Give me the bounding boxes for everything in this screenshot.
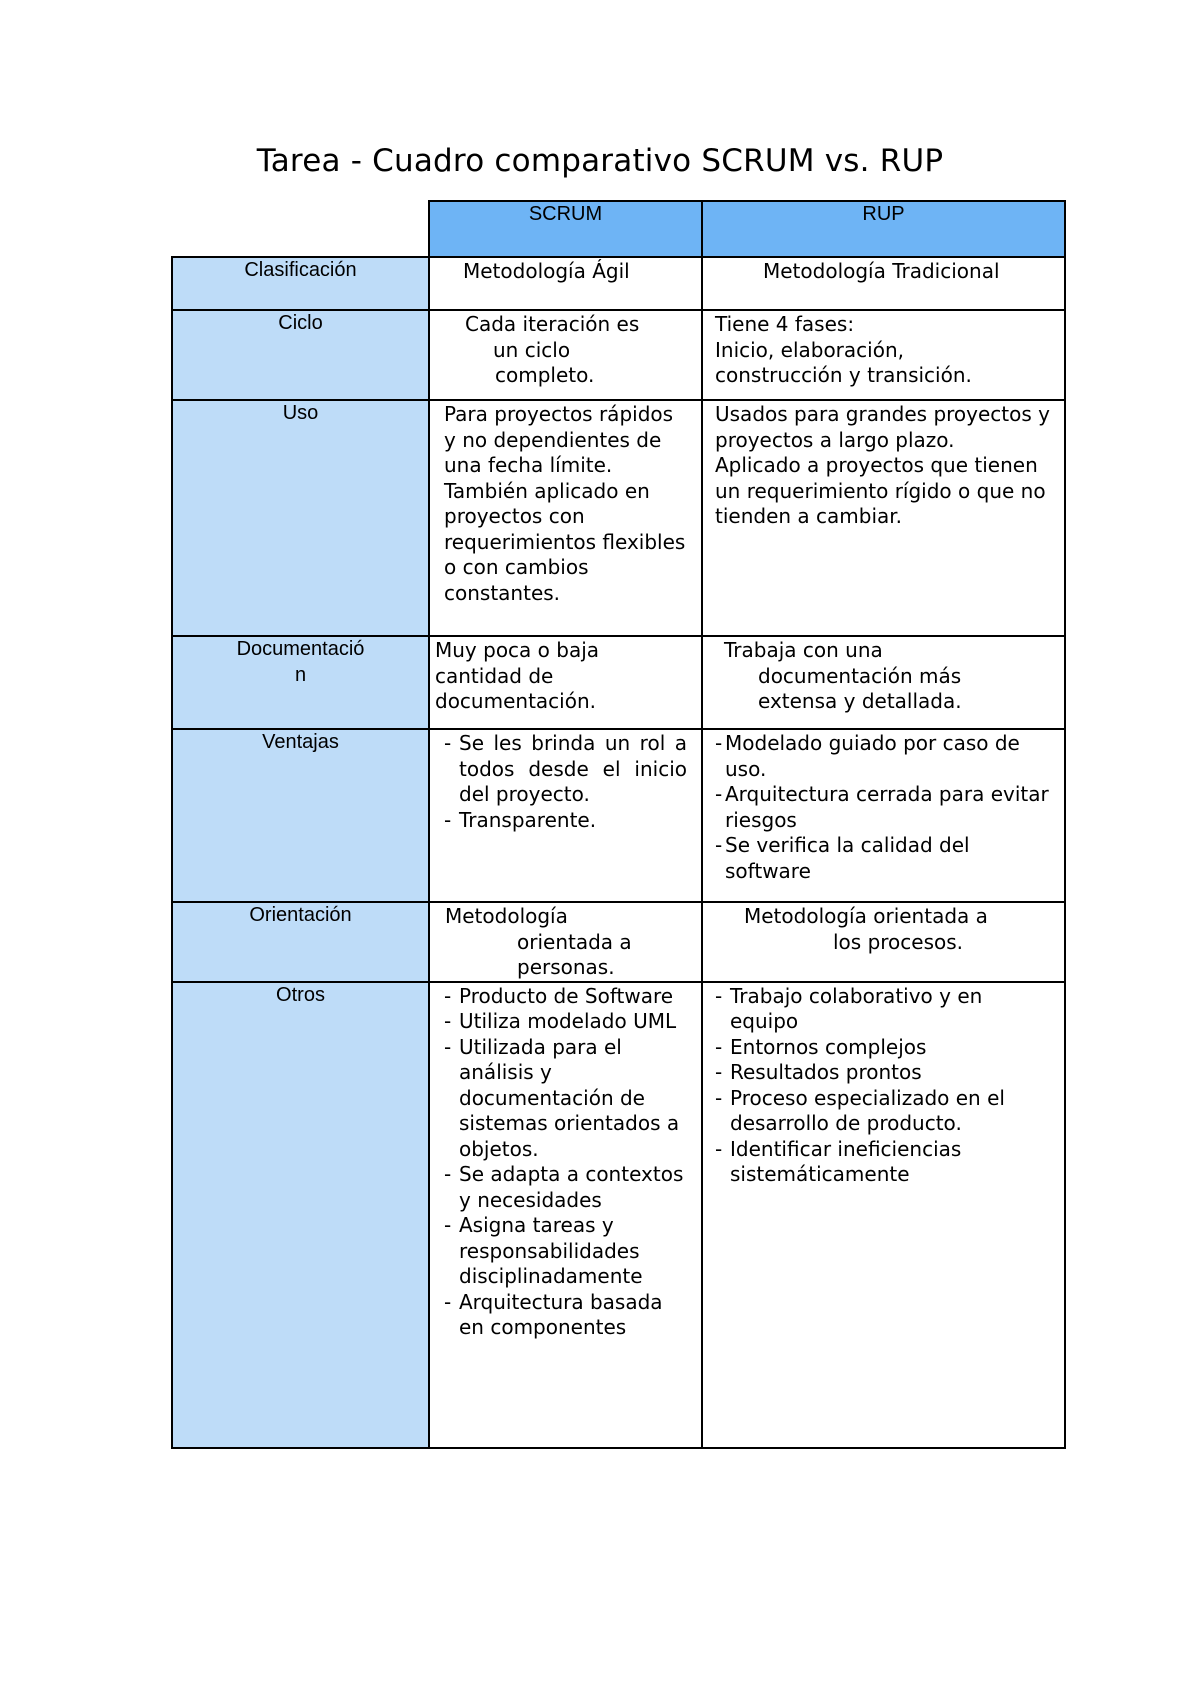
- cell-rup-documentacion: Trabaja con una documentación más extensa y detallada.: [702, 636, 1065, 729]
- list-item: - Arquitectura cerrada para evitar riesgos: [715, 782, 1049, 832]
- cell-rup-ventajas: [702, 729, 1065, 902]
- ventajas-scrum-list: [444, 731, 687, 833]
- cell-rup-ciclo: Tiene 4 fases: Inicio, elaboración, construcción y transición.: [702, 310, 1065, 400]
- list-item: - Transparente.: [444, 807, 597, 832]
- list-item: - Producto de Software: [444, 983, 674, 1008]
- header-row: [172, 201, 1065, 257]
- otros-rup-list: [715, 984, 1046, 1188]
- cell-scrum-orientacion: Metodología orientada a personas.: [429, 902, 702, 982]
- list-item: - Utilizada para el análisis y documentación de sistemas orientados a objetos.: [444, 1034, 680, 1161]
- list-item: - Proceso especializado en el desarrollo de producto.: [715, 1085, 1005, 1135]
- list-item: - Resultados prontos: [715, 1060, 922, 1084]
- otros-scrum-list: [444, 984, 687, 1341]
- cell-rup-uso: Usados para grandes proyectos y proyectos a largo plazo. Aplicado a proyectos que tienen un requerimiento rígido o que no tienden a cambiar.: [702, 400, 1065, 636]
- list-item: - Se adapta a contextos y necesidades: [444, 1162, 684, 1212]
- list-item: - Se verifica la calidad del software: [715, 833, 970, 883]
- list-item: - Identificar ineficiencias sistemáticamente: [715, 1136, 962, 1186]
- list-item: - Se les brinda un rol a todos desde el inicio del proyecto.: [444, 731, 687, 806]
- row-label-uso: Uso: [172, 400, 429, 636]
- column-header-rup: RUP: [702, 201, 1065, 257]
- list-item: - Arquitectura basada en componentes: [444, 1289, 663, 1339]
- cell-rup-clasificacion: Metodología Tradicional: [702, 257, 1065, 310]
- list-item: - Utiliza modelado UML: [444, 1009, 677, 1033]
- table-row: [172, 400, 1065, 636]
- header-blank-cell: [172, 201, 429, 257]
- table-row: [172, 982, 1065, 1448]
- cell-scrum-clasificacion: Metodología Ágil: [429, 257, 702, 310]
- page-title: Tarea - Cuadro comparativo SCRUM vs. RUP: [256, 143, 944, 179]
- list-item: - Entornos complejos: [715, 1034, 927, 1059]
- ventajas-rup-list: [715, 731, 1054, 884]
- cell-scrum-ciclo: Cada iteración es un ciclo completo.: [429, 310, 702, 400]
- row-label-orientacion: Orientación: [172, 902, 429, 982]
- row-label-documentacion: Documentació n: [172, 636, 429, 729]
- cell-scrum-documentacion: Muy poca o baja cantidad de documentación.: [429, 636, 702, 729]
- cell-rup-orientacion: Metodología orientada a los procesos.: [702, 902, 1065, 982]
- table-row: [172, 902, 1065, 982]
- column-header-scrum: SCRUM: [429, 201, 702, 257]
- cell-scrum-uso: Para proyectos rápidos y no dependientes de una fecha límite. También aplicado en proyectos con requerimientos flexibles o con cambios constantes.: [429, 400, 702, 636]
- list-item: - Asigna tareas y responsabilidades disciplinadamente: [444, 1213, 643, 1288]
- list-item: - Modelado guiado por caso de uso.: [715, 731, 1020, 781]
- comparison-table: [171, 200, 1066, 1449]
- cell-rup-otros: [702, 982, 1065, 1448]
- table-row: [172, 310, 1065, 400]
- cell-scrum-otros: [429, 982, 702, 1448]
- cell-scrum-ventajas: [429, 729, 702, 902]
- row-label-ventajas: Ventajas: [172, 729, 429, 902]
- table-row: [172, 729, 1065, 902]
- list-item: - Trabajo colaborativo y en equipo: [715, 983, 983, 1033]
- row-label-clasificacion: Clasificación: [172, 257, 429, 310]
- table-row: [172, 636, 1065, 729]
- row-label-otros: Otros: [172, 982, 429, 1448]
- table-row: [172, 257, 1065, 310]
- row-label-ciclo: Ciclo: [172, 310, 429, 400]
